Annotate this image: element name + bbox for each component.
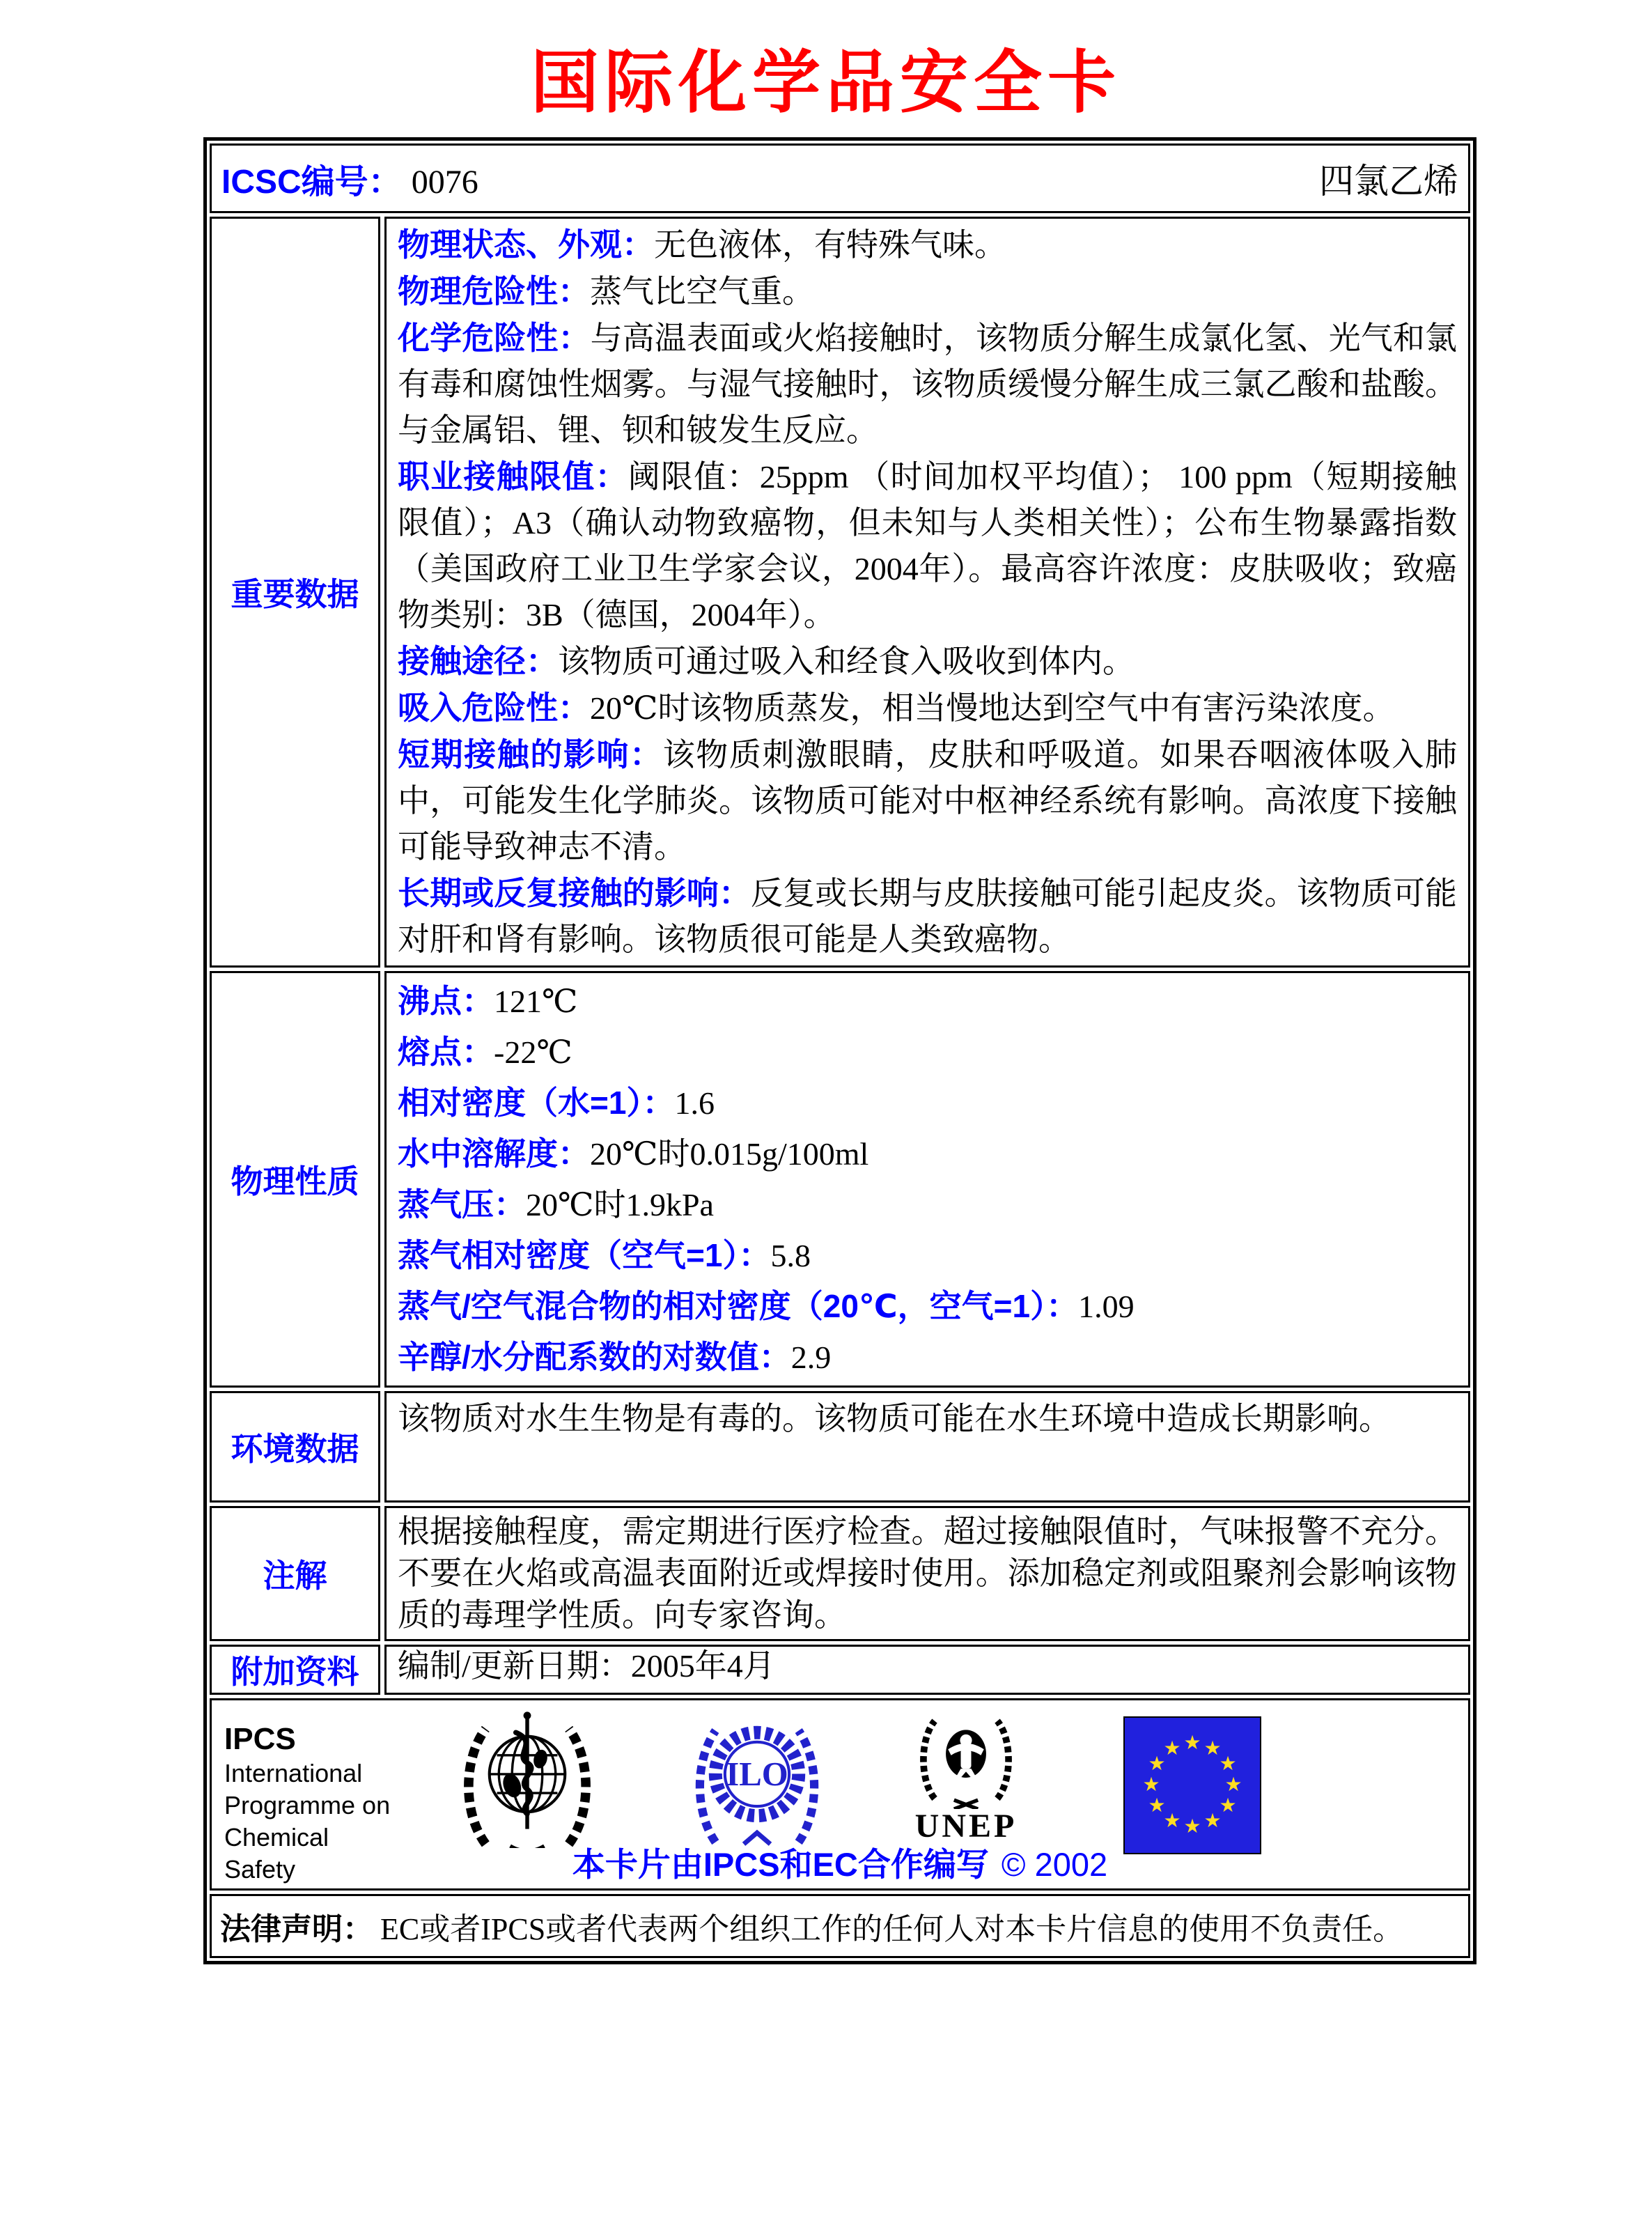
data-paragraph [398, 268, 1457, 315]
svg-text:★: ★ [1148, 1794, 1166, 1817]
legal-row [210, 1894, 1470, 1958]
svg-text:★: ★ [1219, 1794, 1237, 1817]
unep-logo-block [914, 1705, 1018, 1843]
additional-info-label-cell [210, 1645, 380, 1695]
property-line [398, 1332, 1457, 1383]
svg-text:★: ★ [1183, 1815, 1201, 1838]
physical-properties-content [384, 971, 1470, 1388]
field-label: 化学危险性： [398, 320, 591, 356]
property-label: 蒸气/空气混合物的相对密度（20℃，空气=1）： [398, 1288, 1079, 1324]
additional-info-row [210, 1645, 1470, 1695]
credit-copyright: © 2002 [1001, 1846, 1108, 1883]
property-value: -22℃ [494, 1034, 572, 1070]
field-text: 20℃时该物质蒸发，相当慢地达到空气中有害污染浓度。 [590, 690, 1395, 726]
svg-text:★: ★ [1203, 1809, 1222, 1832]
data-paragraph [398, 638, 1457, 685]
property-label: 蒸气相对密度（空气=1）： [398, 1237, 771, 1273]
icsc-number-label: ICSC编号： [221, 163, 402, 201]
data-paragraph [398, 685, 1457, 731]
field-text: 该物质刺激眼睛，皮肤和呼吸道。如果吞咽液体吸入肺中，可能发生化学肺炎。该物质可能对中枢神经系统有影响。高浓度下接触可能导致神志不清。 [398, 737, 1458, 864]
svg-text:★: ★ [1203, 1737, 1222, 1760]
update-date-value: 2005年4月 [630, 1648, 775, 1684]
icsc-number-value: 0076 [411, 163, 478, 201]
property-value: 1.09 [1078, 1289, 1135, 1324]
section-title-additional: 附加资料 [231, 1654, 359, 1690]
svg-text:★: ★ [1219, 1752, 1237, 1775]
field-text: 该物质可通过吸入和经食入吸收到体内。 [558, 644, 1135, 679]
svg-text:★: ★ [1224, 1773, 1242, 1796]
property-value: 121℃ [494, 984, 578, 1019]
ipcs-abbr: IPCS [224, 1722, 296, 1756]
unep-wordmark: UNEP [914, 1808, 1018, 1845]
svg-text:★: ★ [1148, 1752, 1166, 1775]
property-label: 熔点： [398, 1034, 494, 1070]
data-paragraph [398, 870, 1457, 963]
credit-line [212, 1839, 1468, 1886]
notes-content [384, 1506, 1470, 1641]
field-label: 物理状态、外观： [398, 226, 654, 263]
field-label: 短期接触的影响： [398, 736, 663, 773]
unep-logo-icon [914, 1705, 1018, 1809]
property-line [398, 1230, 1457, 1281]
property-label: 辛醇/水分配系数的对数值： [398, 1339, 791, 1375]
important-data-row [210, 217, 1470, 968]
header-cell [210, 143, 1470, 213]
data-paragraph [398, 222, 1457, 268]
page-title: 国际化学品安全卡 [530, 42, 1121, 123]
property-value: 20℃时1.9kPa [526, 1187, 714, 1222]
legal-text: EC或者IPCS或者代表两个组织工作的任何人对本卡片信息的使用不负责任。 [380, 1912, 1404, 1946]
notes-row [210, 1506, 1470, 1641]
field-text: 反复或长期与皮肤接触可能引起皮炎。该物质可能对肝和肾有影响。该物质很可能是人类致癌物。 [398, 876, 1457, 957]
ipcs-line-3: Chemical Safety [224, 1823, 329, 1884]
property-line [398, 1179, 1457, 1230]
property-line [398, 1128, 1457, 1179]
data-paragraph [398, 315, 1457, 453]
ipcs-line-2: Programme on [224, 1791, 391, 1819]
section-title-important: 重要数据 [231, 576, 359, 612]
logos-cell [210, 1698, 1470, 1891]
icsc-number-group [221, 155, 478, 203]
credit-text: 本卡片由IPCS和EC合作编写 [572, 1846, 989, 1883]
legal-label: 法律声明： [220, 1912, 373, 1946]
property-line [398, 976, 1457, 1027]
field-text: 蒸气比空气重。 [590, 274, 814, 309]
header-row [210, 143, 1470, 213]
property-value: 2.9 [790, 1340, 832, 1375]
environment-text: 该物质对水生生物是有毒的。该物质可能在水生环境中造成长期影响。 [398, 1401, 1391, 1436]
additional-info-content [384, 1645, 1470, 1695]
field-label: 吸入危险性： [398, 690, 590, 726]
field-text: 与高温表面或火焰接触时，该物质分解生成氯化氢、光气和氯有毒和腐蚀性烟雾。与湿气接触时，该物质缓慢分解生成三氯乙酸和盐酸。与金属铝、锂、钡和铍发生反应。 [398, 320, 1457, 448]
field-label: 长期或反复接触的影响： [398, 875, 751, 911]
property-label: 相对密度（水=1）： [398, 1085, 675, 1121]
section-title-physical: 物理性质 [231, 1163, 359, 1200]
ilo-letters: ILO [726, 1755, 788, 1794]
icsc-card [203, 137, 1476, 1964]
physical-properties-row [210, 971, 1470, 1388]
svg-text:★: ★ [1183, 1731, 1201, 1754]
logos-row [210, 1698, 1470, 1891]
important-data-content [384, 217, 1470, 968]
chemical-name: 四氯乙烯 [1319, 162, 1458, 201]
property-line [398, 1281, 1457, 1332]
notes-text: 根据接触程度，需定期进行医疗检查。超过接触限值时，气味报警不充分。不要在火焰或高温表面附近或焊接时使用。添加稳定剂或阻聚剂会影响该物质的毒理学性质。向专家咨询。 [398, 1514, 1457, 1633]
property-value: 1.6 [674, 1085, 715, 1121]
field-text: 无色液体，有特殊气味。 [654, 227, 1006, 263]
section-title-notes: 注解 [263, 1558, 327, 1594]
property-label: 水中溶解度： [398, 1135, 590, 1172]
important-data-label-cell [210, 217, 380, 968]
ipcs-line-1: International [224, 1759, 363, 1787]
field-label: 职业接触限值： [398, 458, 628, 495]
field-label: 接触途径： [398, 643, 558, 679]
environment-row [210, 1391, 1470, 1503]
property-value: 20℃时0.015g/100ml [590, 1136, 869, 1172]
data-paragraph [398, 731, 1457, 870]
ilo-logo-icon [691, 1706, 823, 1852]
who-logo-icon [461, 1706, 593, 1852]
svg-text:★: ★ [1163, 1737, 1181, 1760]
property-value: 5.8 [770, 1238, 811, 1273]
update-date-label: 编制/更新日期： [398, 1648, 631, 1684]
data-paragraph [398, 453, 1457, 638]
eu-flag-icon [1123, 1716, 1262, 1858]
svg-text:★: ★ [1142, 1773, 1160, 1796]
physical-properties-label-cell [210, 971, 380, 1388]
property-line [398, 1027, 1457, 1078]
environment-content [384, 1391, 1470, 1503]
update-date-line [398, 1648, 1457, 1684]
svg-text:★: ★ [1163, 1809, 1181, 1832]
property-label: 沸点： [398, 983, 494, 1019]
section-title-environment: 环境数据 [231, 1431, 359, 1467]
legal-cell [210, 1894, 1470, 1958]
property-line [398, 1078, 1457, 1128]
notes-label-cell [210, 1506, 380, 1641]
environment-label-cell [210, 1391, 380, 1503]
field-text: 阈限值：25ppm （时间加权平均值）； 100 ppm（短期接触限值）；A3（确认动物致癌物，但未知与人类相关性）；公布生物暴露指数（美国政府工业卫生学家会议，2004年）。最高容许浓度：皮肤吸收；致癌物类别：3B（德国，2004年）。 [398, 459, 1457, 632]
field-label: 物理危险性： [398, 273, 590, 309]
property-label: 蒸气压： [398, 1186, 526, 1222]
